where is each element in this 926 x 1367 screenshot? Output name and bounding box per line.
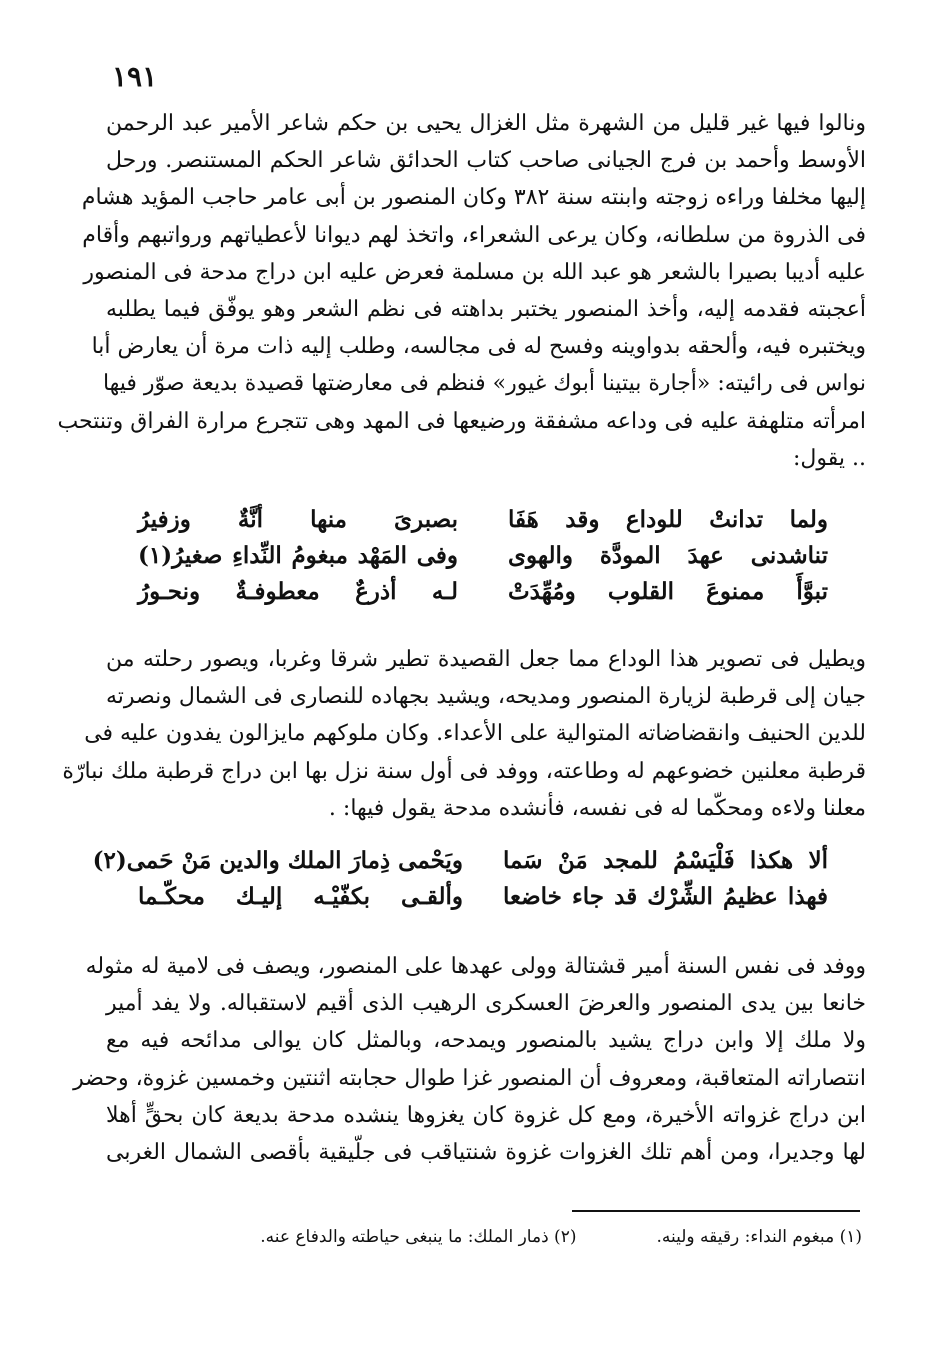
- verse: [138, 879, 828, 915]
- text-line: انتصاراته المتعاقبة، ومعروف أن المنصور غزا طوال حجابته اثنتين وخمسين غزوة، وحضر: [73, 1065, 866, 1091]
- text-line: خانعا بين يدى المنصور والعرضَ العسكرى الرهيب الذى أقيم لاستقباله. ولا يفد أمير: [106, 991, 866, 1017]
- verse-second-half: بصبرىَ منها أنَّةٌ وزفيرُ: [138, 506, 458, 533]
- text-line: الأوسط وأحمد بن فرج الجيانى صاحب كتاب الحدائق شاعر الحكم المستنصر. ورحل: [106, 148, 866, 174]
- footnotes: [102, 1222, 862, 1252]
- text-line: ابن دراج غزواته الأخيرة، ومع كل غزوة كان يغزوها ينشده مدحة بديعة كان بحقٍّ أهلا: [106, 1102, 866, 1128]
- text-line: امرأته متلهفة عليه فى وداعه مشفقة ورضيعها فى المهد وهى تتجرع مرارة الفراق وتنتحب: [57, 408, 866, 434]
- text-line: لها وجديرا، ومن أهم تلك الغزوات غزوة شنتياقب فى جلّيقية بأقصى الشمال الغربى: [106, 1139, 866, 1165]
- text-line: جيان إلى قرطبة لزيارة المنصور ومديحه، ويشيد بجهاده للنصارى فى الشمال ونصرته: [106, 684, 866, 710]
- text-line: عليه أديبا بصيرا بالشعر هو عبد الله بن مسلمة فعرض عليه ابن دراج مدحة فى المنصور: [83, 259, 866, 285]
- text-line: ولا ملك إلا وابن دراج يشيد بالمنصور ويمدحه، وبالمثل كان يوالى مدائحه فيه مع: [106, 1028, 866, 1054]
- paragraph-2: [62, 641, 866, 827]
- text-line: فى الذروة من سلطانه، وكان يرعى الشعراء، واتخذ لهم ديوانا لأعطياتهم ورواتبهم وأقام: [82, 222, 866, 248]
- text-line: قرطبة معلنين خضوعهم له وطاعته، ووفد فى أول سنة نزل بها ابن دراج قرطبة ملك نبارّة: [62, 758, 866, 784]
- verse-first-half: ألا هكذا فَلْيَسْمُ للمجد مَنْ سَما: [503, 847, 828, 874]
- footnote-1: (١) مبغوم النداء: رقيقه ولينه.: [656, 1227, 862, 1247]
- footnote-separator: [572, 1210, 860, 1212]
- poem-2: [92, 843, 828, 915]
- text-line: للدين الحنيف وانقضاضاته المتوالية على الأعداء. وكان ملوكهم مايزالون يفدون عليه فى: [84, 721, 866, 747]
- text-line: .. يقول:: [793, 445, 866, 471]
- verse-second-half: ويَحْمى ذِمارَ الملك والدين مَنْ حَمى(٢): [92, 847, 463, 874]
- verse-first-half: تناشدنى عهدَ المودَّة والهوى: [508, 542, 828, 569]
- verse-second-half: وفى المَهْد مبغومُ النِّداءِ صغيرُ(١): [138, 542, 458, 569]
- verse: [138, 538, 828, 574]
- verse-first-half: ولما تدانتْ للوداع وقد هَفَا: [508, 506, 828, 533]
- verse-first-half: فهذا عظيمُ الشِّرْك قد جاء خاضعا: [503, 883, 828, 910]
- footnote-2: (٢) ذمار الملك: ما ينبغى حياطته والدفاع عنه.: [260, 1227, 577, 1247]
- text-line: ويطيل فى تصوير هذا الوداع مما جعل القصيدة تطير شرقا وغربا، ويصور رحلته من: [106, 647, 866, 672]
- paragraph-3: [73, 948, 866, 1171]
- text-line: معلنا ولاءه ومحكّما له فى نفسه، فأنشده مدحة يقول فيها: .: [328, 795, 866, 821]
- verse-second-half: وألقـى بكفّيْـه إليـك محكّـما: [138, 883, 463, 910]
- verse: [138, 574, 828, 610]
- text-line: ونالوا فيها غير قليل من الشهرة مثل الغزال يحيى بن حكم شاعر الأمير عبد الرحمن: [106, 111, 866, 136]
- text-line: ويختبره فيه، وألحقه بدواوينه وفسح له فى مجالسه، وطلب إليه ذات مرة أن يعارض أبا: [91, 334, 866, 360]
- verse: [138, 502, 828, 538]
- text-line: ووفد فى نفس السنة أمير قشتالة وولى عهدها على المنصور، ويصف فى لامية له مثوله: [85, 954, 866, 979]
- text-line: إليها مخلفا وراءه زوجته وابنته سنة ٣٨٢ وكان المنصور بن أبى عامر حاجب المؤيد هشام: [81, 185, 866, 211]
- text-line: نواس فى رائيته: «أجارة بيتينا أبوك غيور» فنظم فى معارضتها قصيدة بديعة صوّر فيها: [102, 371, 866, 397]
- poem-1: [138, 502, 828, 610]
- page-number: ١٩١: [112, 60, 158, 93]
- text-line: أعجبته فقدمه إليه، وأخذ المنصور يختبر بداهته فى نظم الشعر وهو يوفّق فيما يطلبه: [106, 296, 866, 322]
- verse-second-half: لـه أذرعٌ معطوفـةٌ ونحـورُ: [138, 578, 458, 605]
- paragraph-1: [57, 105, 866, 477]
- verse-first-half: تبوَّأَ ممنوعَ القلوب ومُهِّدَتْ: [508, 578, 828, 605]
- verse: [92, 843, 828, 879]
